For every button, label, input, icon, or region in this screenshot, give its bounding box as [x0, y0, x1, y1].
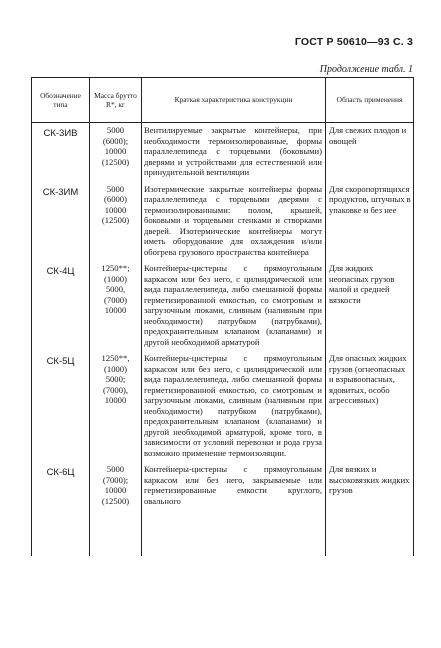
gross-mass-value: 5000,: [105, 284, 126, 294]
gross-mass-value: (6000);: [102, 135, 129, 146]
table-row: [32, 351, 414, 462]
application-area-cell: Для свежих плодов и овощей: [326, 123, 414, 182]
gross-mass-cell: [90, 261, 142, 351]
application-area-cell: Для жидких неопасных грузов малой и средней вязкости: [326, 261, 414, 351]
container-type-cell: СК-5Ц: [32, 351, 90, 462]
column-header-type: Обозначение типа: [32, 78, 90, 123]
design-description-cell: Контейнеры-цистерны с прямоугольным каркасом или без него, с цилиндрической или вида параллелепипеда, либо смешанной формы герметизированной емкостью, со смотровым и загрузочным люками, сливным (наливным при необходимости) патрубком (патрубками), предохранительным клапаном (клапанами) и другой необходимой арматурой, кроме того, в зависимости от условий перевозки и рода груза возможно применение термоизоляции.: [142, 351, 326, 462]
application-area-cell: Для вязких и высоковязких жидких грузов: [326, 462, 414, 556]
gross-mass-value: 5000: [106, 183, 125, 194]
application-area-cell: Для скоропортящихся продуктов, штучных в упаковке и без нее: [326, 182, 414, 262]
table-row: [32, 123, 414, 182]
container-type-cell: СК-3ИМ: [32, 182, 90, 262]
gross-mass-value: 1250**,: [101, 353, 130, 363]
gross-mass-cell: [90, 351, 142, 462]
gross-mass-value: (1000): [104, 363, 127, 374]
gross-mass-value: 10000: [104, 146, 127, 156]
column-header-mass: Масса брутто R*, кг: [90, 78, 142, 123]
table-row: [32, 182, 414, 262]
design-description-cell: Контейнеры-цистерны с прямоугольным каркасом или без него, закрываемые или герметизированные емкости круглого, овального: [142, 462, 326, 556]
gross-mass-value: 1250**;: [101, 263, 130, 273]
gross-mass-value: 10000: [104, 395, 127, 405]
table-row: [32, 462, 414, 556]
gross-mass-value: 10000: [104, 204, 127, 215]
gross-mass-value: (12500): [101, 156, 130, 167]
gross-mass-value: (12500): [101, 215, 130, 225]
design-description-cell: Вентилируемые закрытые контейнеры, при необходимости термоизолированные, формы параллелепипеда с торцевыми (боковыми) дверями и устройствами для естественной или принудительной вентиляции: [142, 123, 326, 182]
design-description-cell: Контейнеры-цистерны с прямоугольным каркасом или без него, с цилиндрической или вида параллелепипеда, либо смешанной формы герметизированной емкостью, со смотровым и загрузочным люками, сливным (наливным при необходимости) патрубком (патрубками), предохранительным клапаном (клапанами) и другой необходимой арматурой: [142, 261, 326, 351]
page-header: ГОСТ Р 50610—93 С. 3: [294, 36, 413, 48]
application-area-cell: Для опасных жидких грузов (огнеопасных и взрывоопасных, ядовитых, особо агрессивных): [326, 351, 414, 462]
gross-mass-value: (6000): [104, 194, 127, 204]
container-type-cell: СК-3ИВ: [32, 123, 90, 182]
gross-mass-cell: [90, 123, 142, 182]
container-type-cell: СК-4Ц: [32, 261, 90, 351]
gross-mass-value: (7000): [104, 294, 127, 305]
gross-mass-value: (12500): [101, 495, 130, 506]
gross-mass-value: 10000: [104, 485, 127, 495]
gross-mass-cell: [90, 462, 142, 556]
gross-mass-value: 5000: [106, 125, 125, 135]
column-header-design: Краткая характеристика конструкции: [142, 78, 326, 123]
design-description-cell: Изотермические закрытые контейнеры формы параллелепипеда с торцевыми дверями с термоизолированными: полом, крышей, боковыми и торцевыми стенками и створками дверей. Изотермические контейнеры могут иметь оборудование для охлаждения и/или обогрева грузового пространства контейнера: [142, 182, 326, 262]
table-header-row: [32, 78, 414, 123]
gross-mass-value: (7000);: [102, 474, 129, 485]
gross-mass-value: 5000: [106, 464, 125, 474]
table-row: [32, 261, 414, 351]
table-continuation-label: Продолжение табл. 1: [319, 64, 413, 75]
gross-mass-value: (7000),: [102, 384, 129, 395]
gross-mass-value: (1000): [104, 273, 127, 284]
container-type-cell: СК-6Ц: [32, 462, 90, 556]
containers-table: [31, 77, 414, 556]
column-header-application: Область применения: [326, 78, 414, 123]
gross-mass-value: 5000;: [105, 374, 126, 384]
gross-mass-value: 10000: [104, 305, 127, 315]
gross-mass-cell: [90, 182, 142, 262]
